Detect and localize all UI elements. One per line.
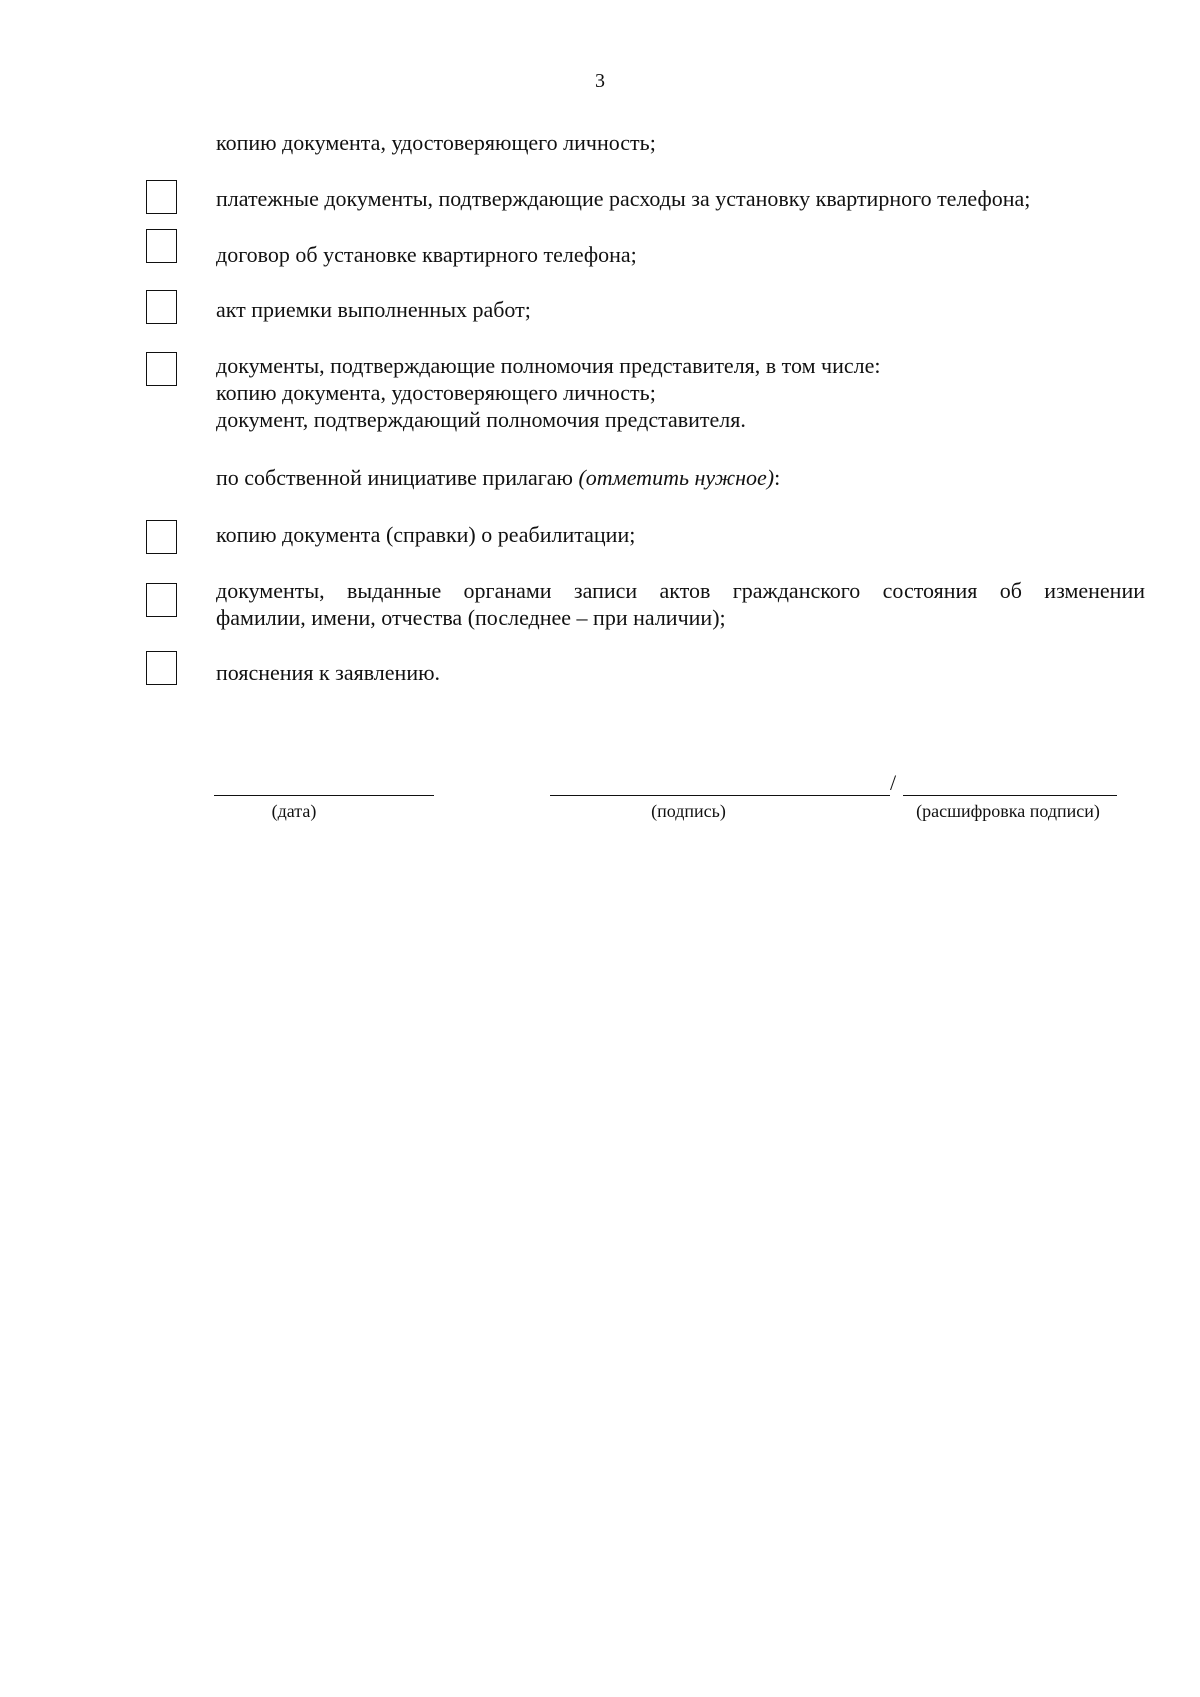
- civil-docs-line2: фамилии, имени, отчества (последнее – при наличии);: [216, 605, 726, 630]
- date-caption: (дата): [271, 801, 317, 821]
- rehab-copy-checkbox[interactable]: [146, 520, 177, 554]
- rep-docs-text: документы, подтверждающие полномочия представителя, в том числе:: [216, 353, 881, 378]
- rehab-copy-text: копию документа (справки) о реабилитации;: [216, 522, 636, 547]
- signature-line[interactable]: [550, 795, 890, 796]
- initiative-intro: по собственной инициативе прилагаю: [216, 465, 579, 490]
- civil-docs-checkbox[interactable]: [146, 583, 177, 617]
- rep-id-copy-text: копию документа, удостоверяющего личность;: [216, 380, 656, 405]
- act-text: акт приемки выполненных работ;: [216, 297, 531, 322]
- rep-authority-doc-text: документ, подтверждающий полномочия представителя.: [216, 407, 746, 432]
- initiative-colon: :: [774, 465, 781, 490]
- decoding-caption: (расшифровка подписи): [916, 801, 1100, 821]
- decoding-line[interactable]: [903, 795, 1117, 796]
- explanations-checkbox[interactable]: [146, 651, 177, 685]
- civil-docs-text: [216, 577, 1145, 631]
- initiative-hint: (отметить нужное): [578, 465, 775, 490]
- signature-caption: (подпись): [651, 801, 726, 821]
- initiative-intro-text: [216, 464, 780, 491]
- civil-docs-line1: документы, выданные органами записи актов гражданского состояния об изменении: [216, 578, 1145, 603]
- explanations-text: пояснения к заявлению.: [216, 660, 441, 685]
- payment-docs-checkbox[interactable]: [146, 180, 177, 214]
- payment-docs-text: платежные документы, подтверждающие расходы за установку квартирного телефона;: [216, 186, 1031, 211]
- act-checkbox[interactable]: [146, 290, 177, 324]
- passport-copy-text: копию документа, удостоверяющего личность;: [216, 130, 656, 155]
- date-line[interactable]: [214, 795, 434, 796]
- rep-docs-checkbox[interactable]: [146, 352, 177, 386]
- contract-text: договор об установке квартирного телефона;: [216, 242, 637, 267]
- page-number: 3: [595, 70, 605, 92]
- signature-slash: /: [890, 770, 897, 795]
- contract-checkbox[interactable]: [146, 229, 177, 263]
